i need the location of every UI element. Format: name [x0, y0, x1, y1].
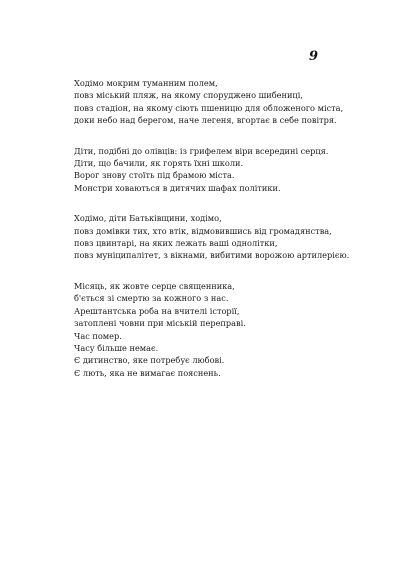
poem-line: Часу більше немає.	[74, 342, 159, 353]
poem-line: Монстри ховаються в дитячих шафах політики.	[74, 182, 281, 193]
poem-line: Місяць, як жовте серце священника,	[74, 280, 235, 291]
poem-line: Ходімо мокрим туманним полем,	[74, 78, 218, 88]
stanza-2	[74, 145, 374, 195]
poem-line: б'ється зі смертю за кожного з нас.	[74, 293, 229, 304]
poem-line: повз міський пляж, на якому споруджено шибениці,	[74, 90, 303, 101]
poem-line: Є лють, яка не вимагає пояснень.	[74, 367, 221, 378]
poem-line: повз муніципалітет, з вікнами, вибитими ворожою артилерією.	[74, 250, 350, 261]
poem-line: Ворог знову стоїть під брамою міста.	[74, 170, 235, 181]
stanza-3	[74, 212, 374, 262]
poem-line: Діти, що бачили, як горять їхні школи.	[74, 158, 244, 169]
poem-line: повз стадіон, на якому сіють пшеницю для обложеного міста,	[74, 102, 344, 113]
poem-line: Є дитинство, яке потребує любові.	[74, 355, 225, 366]
poem	[74, 77, 374, 397]
poem-line: Час помер.	[74, 330, 122, 341]
poem-line: Діти, подібні до олівців: із грифелем віри всередині серця.	[74, 145, 329, 156]
poem-line: доки небо над берегом, наче легеня, вгортає в себе повітря.	[74, 115, 337, 126]
poem-line: Ходімо, діти Батьківщини, ходімо,	[74, 213, 222, 224]
poem-line: повз цвинтарі, на яких лежать ваші однолітки,	[74, 238, 278, 249]
stanza-4	[74, 280, 374, 379]
poem-line: затоплені човни при міській переправі.	[74, 318, 246, 329]
poem-line: повз домівки тих, хто втік, відмовившись від громадянства,	[74, 225, 332, 236]
poem-line: Арештантська роба на вчителі історії,	[74, 305, 240, 316]
stanza-1	[74, 77, 374, 127]
page-number: 9	[309, 49, 319, 64]
